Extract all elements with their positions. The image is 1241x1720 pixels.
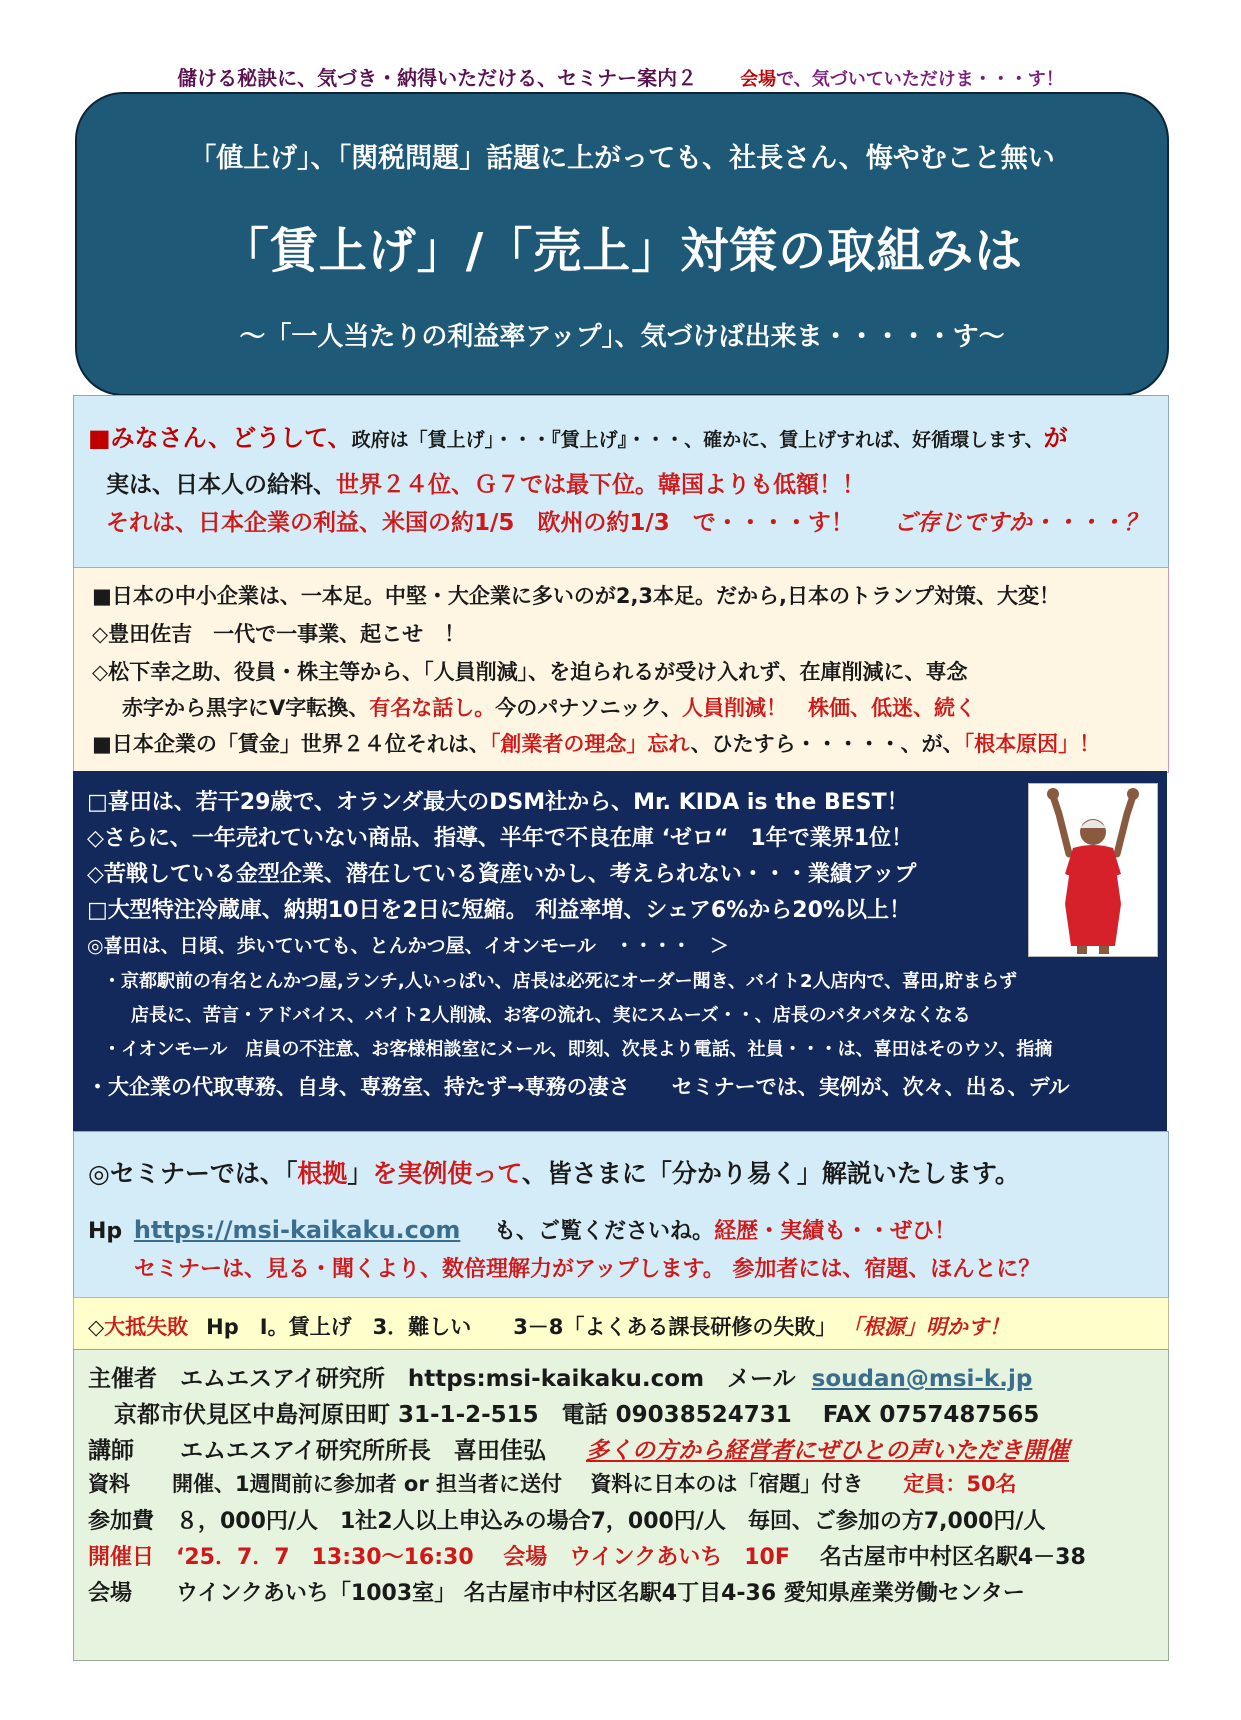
top-tagline	[0, 62, 1241, 91]
section1-line1-end: が	[1043, 424, 1068, 452]
section3-line1: □喜田は、若干29歳で、オランダ最大のDSM社から、Mr. KIDA is the BEST！	[87, 790, 909, 815]
fee-line: 参加費 ８，000円/人 1社2人以上申込みの場合7，000円/人 毎回、ご参加の方7,000円/人	[88, 1509, 1046, 1534]
header-title: 「賃上げ」/「売上」対策の取組みは	[220, 223, 1024, 279]
section2-line2: ◇豊田佐吉 一代で一事業、起こせ ！	[92, 622, 466, 646]
section4-line2-b: も、ご覧くださいね。	[494, 1219, 715, 1244]
section5-d: 「根源」	[852, 1315, 926, 1339]
section3-line4: □大型特注冷蔵庫、納期10日を2日に短縮。 利益率増、シェア6%から20%以上！	[87, 898, 911, 923]
section2-line5-a: ■日本企業の「賃金」世界２４位それは、	[92, 732, 490, 756]
website-link[interactable]: https://msi-kaikaku.com	[133, 1216, 461, 1244]
section2-line4-b: 有名な話し。	[369, 696, 496, 720]
section3-line5: ◎喜田は、日頃、歩いていても、とんかつ屋、イオンモール ・・・・ ＞	[87, 935, 729, 957]
section1-line1-emph: ■みなさん、どうして、	[88, 424, 352, 452]
address-line: 京都市伏見区中島河原田町 31-1-2-515 電話 09038524731 FAX 0757487565	[114, 1402, 1040, 1428]
lecturer-note: 多くの方から経営者にぜひとの声いただき開催	[585, 1438, 1069, 1464]
section4-line1-b: 根拠	[297, 1159, 348, 1188]
email-link[interactable]: soudan@msi-k.jp	[811, 1366, 1033, 1392]
section5-e: 明かす！	[925, 1315, 1010, 1339]
date-text: 開催日 ‘25．7．7 13:30～16:30 会場 ウインクあいち 10F	[88, 1545, 790, 1570]
section2-line4-a: 赤字から黒字にV字転換、	[122, 696, 370, 720]
section-wages-intro	[73, 395, 1169, 569]
section5-line	[88, 1311, 1010, 1341]
section1-line2-text: 実は、日本人の給料、	[106, 472, 336, 498]
top-tagline-right	[740, 69, 1064, 90]
section3-line3: ◇苦戦している金型企業、潜在している資産いかし、考えられない・・・業績アップ	[87, 862, 917, 887]
header-subtitle: 「値上げ」、「関税問題」話題に上がっても、社長さん、悔やむこと無い	[189, 143, 1055, 174]
lecturer-line	[88, 1432, 1069, 1465]
section1-line1	[88, 418, 1068, 453]
organizer-text: 主催者 エムエスアイ研究所 https:msi-kaikaku.com メール	[88, 1366, 796, 1392]
section4-line2-hp: Hp	[88, 1219, 123, 1244]
lecturer-photo	[1028, 783, 1158, 957]
date-address: 名古屋市中村区名駅4－38	[819, 1545, 1086, 1570]
section4-line1	[88, 1154, 1020, 1190]
section5-c: Hp Ⅰ。賃上げ 3．難しい 3－8「よくある課長研修の失敗」	[206, 1315, 837, 1339]
section-sme-structure	[73, 567, 1169, 773]
capacity-text: 定員：50名	[903, 1472, 1017, 1496]
section2-line4-c: 今のパナソニック、	[495, 696, 682, 720]
header-banner	[75, 92, 1169, 396]
section1-line3-text: それは、日本企業の利益、米国の約1/5 欧州の約1/3 で・・・・す！	[106, 510, 854, 536]
section-failure-note	[73, 1297, 1169, 1351]
section2-line5-c: 、ひたすら・・・・・、が、	[690, 732, 964, 756]
organizer-line	[88, 1360, 1032, 1393]
section2-line3: ◇松下幸之助、役員・株主等から、「人員削減」、を迫られるが受け入れず、在庫削減に、専念	[92, 660, 968, 684]
section2-line5-d: 「根本原因」！	[963, 732, 1101, 756]
section4-line1-d: を実例使って	[372, 1159, 522, 1188]
section2-line4	[122, 692, 976, 722]
materials-line	[88, 1468, 1017, 1498]
top-tagline-right-text: で、気づいていただけま・・・す！	[776, 69, 1064, 90]
header-tagline: ～「一人当たりの利益率アップ」、気づけば出来ま・・・・・す～	[239, 322, 1005, 352]
section5-b: 大抵失敗	[104, 1315, 189, 1339]
section4-line1-c: 」	[347, 1159, 373, 1188]
section3-line2: ◇さらに、一年売れていない商品、指導、半年で不良在庫 ‘ゼロ“ 1年で業界1位！	[87, 826, 914, 851]
top-tagline-venue: 会場	[740, 69, 777, 90]
section-event-details	[73, 1349, 1169, 1661]
section1-line2-emph: 世界２４位、Ｇ７では最下位。韓国よりも低額！！	[336, 472, 865, 498]
section2-line4-d: 人員削減！ 株価、低迷、続く	[681, 696, 976, 720]
section2-line1: ■日本の中小企業は、一本足。中堅・大企業に多いのが2,3本足。だから,日本のトランプ対策、大変！	[92, 584, 1061, 608]
section-seminar-intro	[73, 1131, 1169, 1299]
top-tagline-left: 儲ける秘訣に、気づき・納得いただける、セミナー案内２	[177, 66, 698, 90]
section3-line9: ・大企業の代取専務、自身、専務室、持たず→専務の凄さ セミナーでは、実例が、次々、出る、デル	[87, 1075, 1070, 1099]
section2-line5	[92, 728, 1100, 758]
section3-line8: ・イオンモール 店員の不注意、お客様相談室にメール、即刻、次長より電話、社員・・・は、喜田はそのウソ、指摘	[103, 1039, 1053, 1060]
section3-line6: ・京都駅前の有名とんかつ屋,ランチ,人いっぱい、店長は必死にオーダー聞き、バイト2人店内で、喜田,貯まらず	[103, 971, 1017, 992]
section2-line5-b: 「創業者の理念」忘れ	[489, 732, 691, 756]
section4-line3: セミナーは、見る・聞くより、数倍理解力がアップします。 参加者には、宿題、ほんとに？	[134, 1257, 1041, 1282]
section5-a: ◇	[88, 1315, 105, 1339]
date-line	[88, 1540, 1086, 1571]
section3-line7: 店長に、苦言・アドバイス、バイト2人削減、お客の流れ、実にスムーズ・・、店長のバタバタなくなる	[131, 1005, 971, 1026]
celebrating-woman-image	[1029, 784, 1157, 956]
section-lecturer-achievements	[73, 771, 1167, 1131]
section1-line2	[106, 466, 865, 499]
materials-text: 資料 開催、1週間前に参加者 or 担当者に送付 資料に日本のは「宿題」付き	[88, 1472, 864, 1496]
section1-line1-text: 政府は「賃上げ」・・・『賃上げ』・・・、確かに、賃上げすれば、好循環します、	[351, 429, 1044, 451]
lecturer-text: 講師 エムエスアイ研究所所長 喜田佳弘	[88, 1438, 546, 1464]
venue-line: 会場 ウインクあいち「1003室」 名古屋市中村区名駅4丁目4-36 愛知県産業労働センター	[88, 1581, 1025, 1606]
section1-line3	[106, 504, 1147, 537]
section4-line2	[88, 1214, 956, 1245]
section4-line1-e: 、皆さまに「分かり易く」解説いたします。	[521, 1159, 1020, 1188]
section1-line3-question: ご存じですか・・・・？	[893, 510, 1147, 536]
section4-line1-a: ◎セミナーでは、「	[88, 1159, 298, 1188]
section4-line2-c: 経歴・実績も・・ぜひ！	[714, 1219, 957, 1244]
